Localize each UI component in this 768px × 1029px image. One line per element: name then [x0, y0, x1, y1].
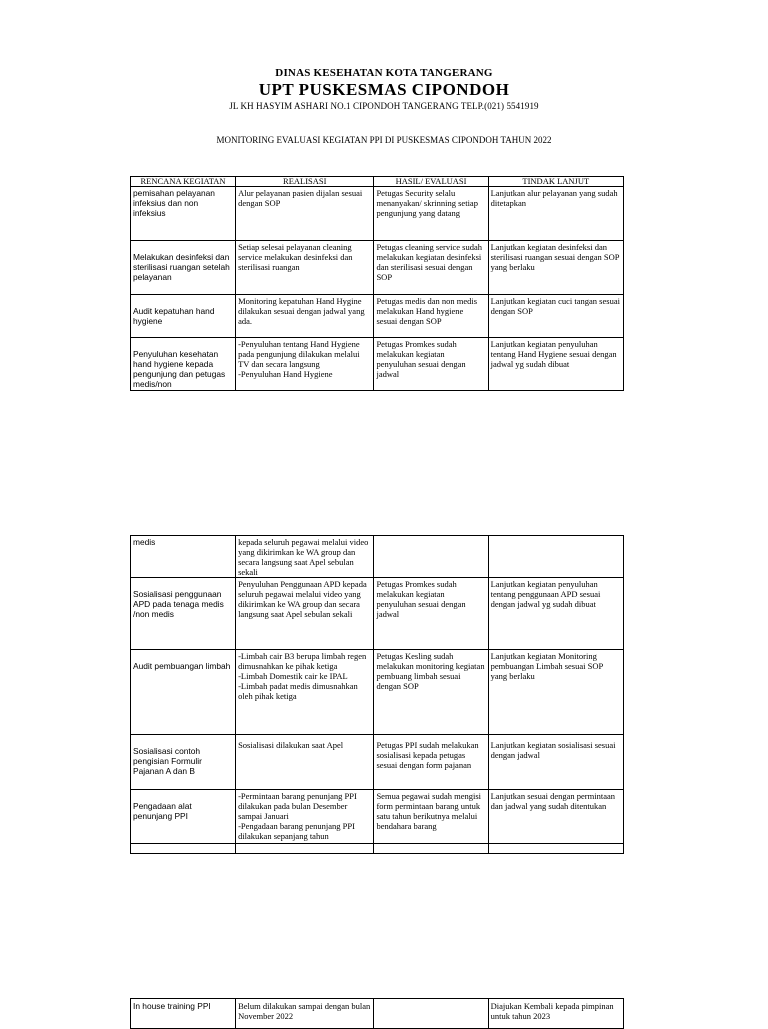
cell-tindak-text: Lanjutkan kegiatan sosialisasi sesuai dengan jadwal — [490, 740, 616, 760]
cell-tindak: Lanjutkan kegiatan Monitoring pembuangan Limbah sesuai SOP yang berlaku — [488, 650, 623, 735]
table-row — [131, 999, 624, 1029]
cell-kegiatan-text: Audit kepatuhan hand hygiene — [133, 306, 215, 326]
monitoring-table-page2 — [130, 535, 624, 854]
table-row — [131, 241, 624, 295]
cell-hasil-text: Petugas PPI sudah melakukan sosialisasi kepada petugas sesuai dengan form pajanan — [376, 740, 479, 770]
cell-kegiatan: medis — [131, 536, 236, 578]
cell-realisasi — [236, 844, 374, 854]
cell-kegiatan: In house training PPI — [131, 999, 236, 1029]
column-header-hasil: HASIL/ EVALUASI — [374, 177, 488, 187]
cell-tindak: Lanjutkan sesuai dengan permintaan dan jadwal yang sudah ditentukan — [488, 790, 623, 844]
cell-hasil — [374, 844, 488, 854]
cell-tindak: Lanjutkan alur pelayanan yang sudah ditetapkan — [488, 187, 623, 241]
puskesmas-name: UPT PUSKESMAS CIPONDOH — [258, 80, 510, 99]
document-title: MONITORING EVALUASI KEGIATAN PPI DI PUSKESMAS CIPONDOH TAHUN 2022 — [216, 135, 552, 145]
cell-realisasi: Setiap selesai pelayanan cleaning service melakukan desinfeksi dan sterilisasi ruangan — [236, 241, 374, 295]
cell-kegiatan — [131, 241, 236, 295]
cell-tindak: Lanjutkan kegiatan penyuluhan tentang Hand Hygiene sesuai dengan jadwal yg sudah dibuat — [488, 338, 623, 391]
cell-tindak: Lanjutkan kegiatan cuci tangan sesuai dengan SOP — [488, 295, 623, 338]
cell-hasil: Petugas medis dan non medis melakukan Hand hygiene sesuai dengan SOP — [374, 295, 488, 338]
cell-hasil: Semua pegawai sudah mengisi form permintaan barang untuk satu tahun berikutnya melalui bendahara barang — [374, 790, 488, 844]
cell-realisasi: -Limbah cair B3 berupa limbah regen dimusnahkan ke pihak ketiga -Limbah Domestik cair ke IPAL -Limbah padat medis dimusnahkan oleh pihak ketiga — [236, 650, 374, 735]
column-header-realisasi: REALISASI — [236, 177, 374, 187]
table-row — [131, 844, 624, 854]
address-line: JL KH HASYIM ASHARI NO.1 CIPONDOH TANGERANG TELP.(021) 5541919 — [229, 101, 539, 111]
table-row — [131, 790, 624, 844]
cell-hasil: Petugas Kesling sudah melakukan monitoring kegiatan pembuang limbah sesuai dengan SOP — [374, 650, 488, 735]
cell-kegiatan-text: Pengadaan alat penunjang PPI — [133, 801, 192, 821]
cell-kegiatan — [131, 578, 236, 650]
cell-realisasi: -Penyuluhan tentang Hand Hygiene pada pengunjung dilakukan melalui TV dan secara langsung -Penyuluhan Hand Hygiene — [236, 338, 374, 391]
cell-hasil — [374, 999, 488, 1029]
cell-hasil — [374, 536, 488, 578]
cell-hasil: Petugas Promkes sudah melakukan kegiatan penyuluhan sesuai dengan jadwal — [374, 578, 488, 650]
table-row — [131, 735, 624, 790]
cell-kegiatan — [131, 650, 236, 735]
column-header-tindak: TINDAK LANJUT — [488, 177, 623, 187]
cell-realisasi: Monitoring kepatuhan Hand Hygine dilakukan sesuai dengan jadwal yang ada. — [236, 295, 374, 338]
agency-name: DINAS KESEHATAN KOTA TANGERANG — [275, 67, 493, 79]
cell-kegiatan-text: Audit pembuangan limbah — [133, 661, 231, 671]
cell-kegiatan — [131, 735, 236, 790]
monitoring-table-page1 — [130, 176, 624, 391]
cell-tindak: Lanjutkan kegiatan penyuluhan tentang penggunaan APD sesuai dengan jadwal yg sudah dibuat — [488, 578, 623, 650]
cell-kegiatan-text: Sosialisasi contoh pengisian Formulir Pajanan A dan B — [133, 746, 202, 776]
table-row — [131, 187, 624, 241]
table-row — [131, 295, 624, 338]
cell-hasil: Petugas Security selalu menanyakan/ skrinning setiap pengunjung yang datang — [374, 187, 488, 241]
cell-realisasi-text: Sosialisasi dilakukan saat Apel — [238, 740, 344, 750]
cell-kegiatan: pemisahan pelayanan infeksius dan non infeksius — [131, 187, 236, 241]
cell-kegiatan — [131, 790, 236, 844]
cell-hasil: Petugas cleaning service sudah melakukan kegiatan desinfeksi dan sterilisasi sesuai dengan SOP — [374, 241, 488, 295]
cell-kegiatan-text: Penyuluhan kesehatan hand hygiene kepada pengunjung dan petugas medis/non — [133, 349, 226, 389]
table-row — [131, 650, 624, 735]
cell-kegiatan — [131, 338, 236, 391]
cell-tindak: Lanjutkan kegiatan desinfeksi dan sterilisasi ruangan sesuai dengan SOP yang berlaku — [488, 241, 623, 295]
cell-tindak — [488, 844, 623, 854]
cell-hasil: Petugas Promkes sudah melakukan kegiatan penyuluhan sesuai dengan jadwal — [374, 338, 488, 391]
table-header-row — [131, 177, 624, 187]
table-row — [131, 338, 624, 391]
cell-realisasi: Alur pelayanan pasien dijalan sesuai dengan SOP — [236, 187, 374, 241]
cell-tindak — [488, 536, 623, 578]
monitoring-table-page3 — [130, 998, 624, 1029]
cell-hasil — [374, 735, 488, 790]
table-row — [131, 536, 624, 578]
cell-realisasi: kepada seluruh pegawai melalui video yang dikirimkan ke WA group dan secara langsung saat Apel sebulan sekali — [236, 536, 374, 578]
cell-realisasi: Penyuluhan Penggunaan APD kepada seluruh pegawai melalui video yang dikirimkan ke WA group dan secara langsung saat Apel sebulan sekali — [236, 578, 374, 650]
cell-kegiatan — [131, 295, 236, 338]
cell-tindak — [488, 735, 623, 790]
cell-realisasi — [236, 735, 374, 790]
column-header-rencana: RENCANA KEGIATAN — [131, 177, 236, 187]
cell-kegiatan-text: Melakukan desinfeksi dan sterilisasi ruangan setelah pelayanan — [133, 252, 230, 282]
cell-kegiatan-text: Sosialisasi penggunaan APD pada tenaga medis /non medis — [133, 589, 224, 619]
table-row — [131, 578, 624, 650]
cell-realisasi: -Permintaan barang penunjang PPI dilakukan pada bulan Desember sampai Januari -Pengadaan barang penunjang PPI dilakukan sepanjang tahun — [236, 790, 374, 844]
cell-tindak: Diajukan Kembali kepada pimpinan untuk tahun 2023 — [488, 999, 623, 1029]
cell-kegiatan — [131, 844, 236, 854]
cell-realisasi: Belum dilakukan sampai dengan bulan November 2022 — [236, 999, 374, 1029]
